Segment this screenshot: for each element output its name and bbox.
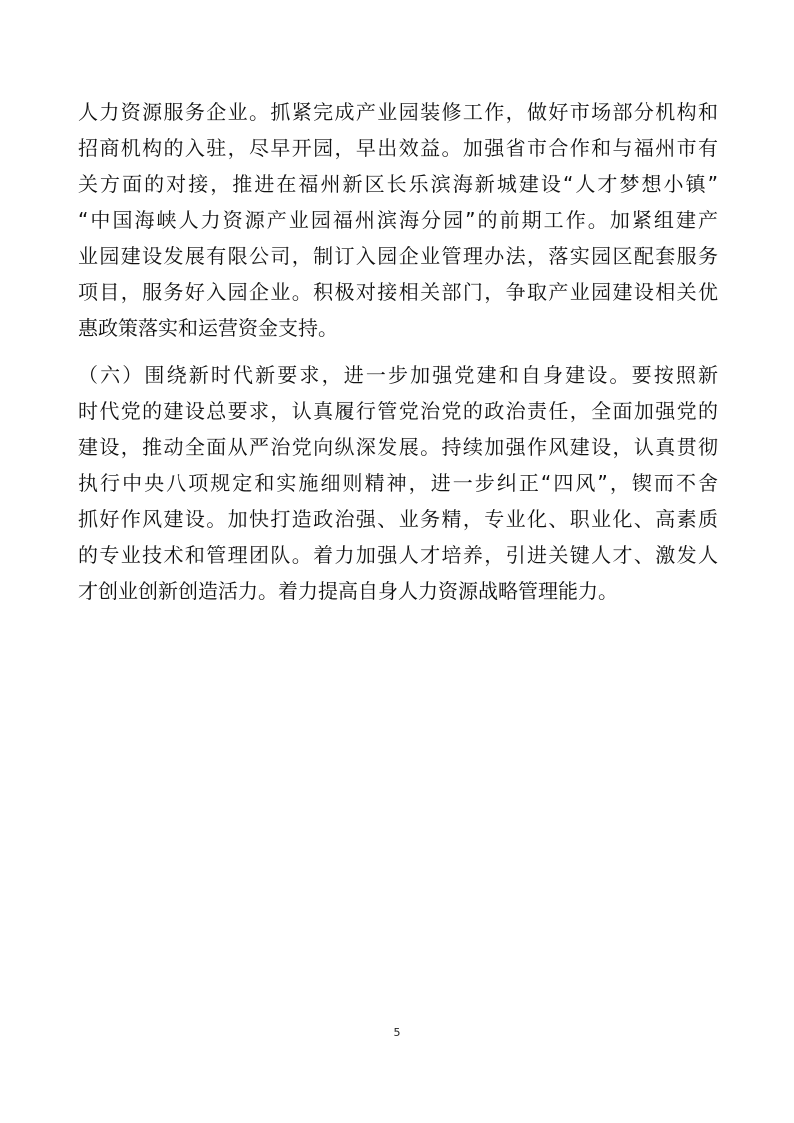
paragraph xyxy=(78,357,718,609)
text-line: （六）围绕新时代新要求，进一步加强党建和自身建设。要按照新 xyxy=(78,363,718,387)
page-number: 5 xyxy=(393,1026,401,1039)
text-line: 惠政策落实和运营资金支持。 xyxy=(78,316,338,340)
text-line: 人力资源服务企业。抓紧完成产业园装修工作，做好市场部分机构和 xyxy=(78,100,718,124)
text-line: 业园建设发展有限公司，制订入园企业管理办法，落实园区配套服务 xyxy=(78,244,718,268)
paragraph-gap xyxy=(78,346,718,357)
text-line: 关方面的对接，推进在福州新区长乐滨海新城建设“人才梦想小镇” xyxy=(78,172,718,196)
text-line: 才创业创新创造活力。着力提高自身人力资源战略管理能力。 xyxy=(78,579,618,603)
text-line: 的专业技术和管理团队。着力加强人才培养，引进关键人才、激发人 xyxy=(78,543,718,567)
text-line: 招商机构的入驻，尽早开园，早出效益。加强省市合作和与福州市有 xyxy=(78,136,718,160)
paragraph xyxy=(78,94,718,346)
text-line: “中国海峡人力资源产业园福州滨海分园”的前期工作。加紧组建产 xyxy=(78,208,718,232)
text-line: 抓好作风建设。加快打造政治强、业务精，专业化、职业化、高素质 xyxy=(78,507,718,531)
text-line: 项目，服务好入园企业。积极对接相关部门，争取产业园建设相关优 xyxy=(78,280,718,304)
text-line: 执行中央八项规定和实施细则精神，进一步纠正“四风”，锲而不舍 xyxy=(78,471,718,495)
text-line: 建设，推动全面从严治党向纵深发展。持续加强作风建设，认真贯彻 xyxy=(78,435,718,459)
document-body xyxy=(78,94,718,609)
text-line: 时代党的建设总要求，认真履行管党治党的政治责任，全面加强党的 xyxy=(78,399,718,423)
